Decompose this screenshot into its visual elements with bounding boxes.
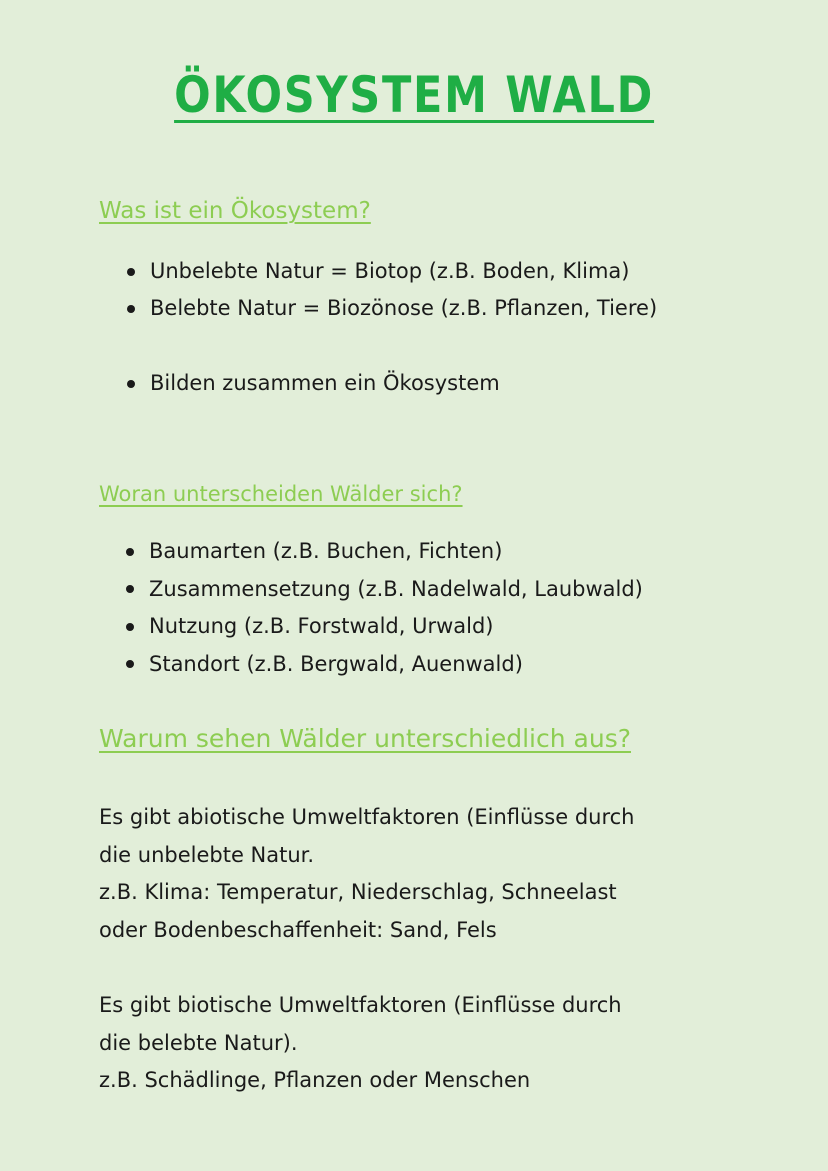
paragraph-line: Es gibt abiotische Umweltfaktoren (Einflüsse durch <box>99 805 635 829</box>
paragraph-line: Es gibt biotische Umweltfaktoren (Einflüsse durch <box>99 993 622 1017</box>
page-title <box>0 66 828 124</box>
paragraph-line: oder Bodenbeschaffenheit: Sand, Fels <box>99 918 497 943</box>
section-heading-unterschiede: Woran unterscheiden Wälder sich? <box>99 482 463 506</box>
list-item: Zusammensetzung (z.B. Nadelwald, Laubwald) <box>149 571 643 609</box>
paragraph-abiotisch <box>99 799 635 950</box>
page-title-text: ÖKOSYSTEM WALD <box>173 66 654 124</box>
list-item: Unbelebte Natur = Biotop (z.B. Boden, Klima) <box>150 253 657 290</box>
list-item: Bilden zusammen ein Ökosystem <box>150 365 500 402</box>
bullet-list-oekosystem-summary <box>150 365 500 402</box>
paragraph-line: die unbelebte Natur. <box>99 842 315 867</box>
section-heading-warum: Warum sehen Wälder unterschiedlich aus? <box>99 724 631 753</box>
bullet-list-unterschiede <box>149 533 643 683</box>
paragraph-line: z.B. Klima: Temperatur, Niederschlag, Schneelast <box>99 880 617 905</box>
paragraph-line: die belebte Natur). <box>99 1030 298 1055</box>
paragraph-line: z.B. Schädlinge, Pflanzen oder Menschen <box>99 1068 531 1093</box>
list-item: Standort (z.B. Bergwald, Auenwald) <box>149 646 643 684</box>
paragraph-biotisch <box>99 987 622 1100</box>
list-item: Nutzung (z.B. Forstwald, Urwald) <box>149 608 643 646</box>
bullet-list-oekosystem <box>150 253 657 327</box>
list-item: Belebte Natur = Biozönose (z.B. Pflanzen, Tiere) <box>150 290 657 327</box>
list-item: Baumarten (z.B. Buchen, Fichten) <box>149 533 643 571</box>
section-heading-oekosystem: Was ist ein Ökosystem? <box>99 198 371 224</box>
